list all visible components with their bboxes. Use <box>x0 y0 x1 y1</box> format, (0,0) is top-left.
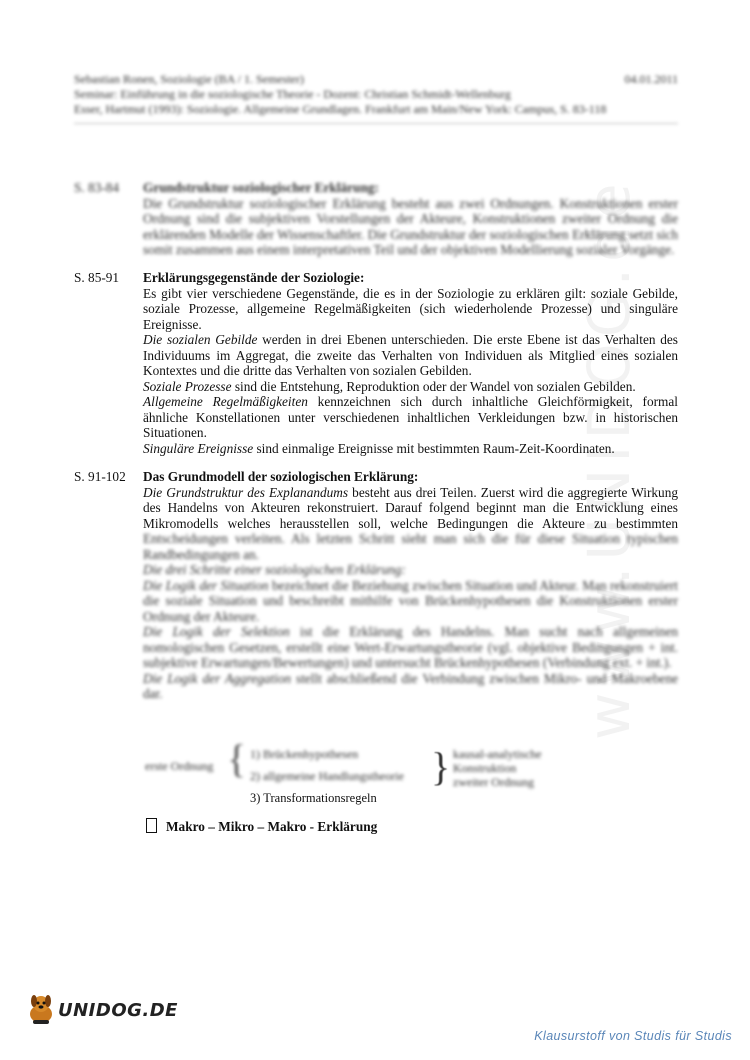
term: Singuläre Ereignisse <box>143 440 254 456</box>
header-author-line: Sebastian Ronen, Soziologie (BA / 1. Semester) <box>74 72 304 86</box>
term: Die sozialen Gebilde <box>143 332 258 347</box>
header-date: 04.01.2011 <box>624 72 678 86</box>
diagram-left-label: erste Ordnung <box>145 759 214 773</box>
paragraph: Die Grundstruktur des Explanandums besteht aus drei Teilen. Zuerst wird die aggregierte Wirkung des Handelns von Akteuren rekonstruiert. Darauf folgend beginnt man die Entwicklung eines Mikromodells welches herausstellen soll, welche Bedingungen die Akteure zu bestimmten Entscheidungen verleiten. Als letzten Schritt sieht man sich die für diese Situation typischen Randbedingungen an. <box>143 484 678 562</box>
header-source-line: Esser, Hartmut (1993): Soziologie. Allgemeine Grundlagen. Frankfurt am Main/New York: Campus, S. 83-118 <box>74 102 607 116</box>
header-divider <box>74 123 678 124</box>
section-title: Erklärungsgegenstände der Soziologie: <box>143 270 365 285</box>
diagram-item: 3) Transformationsregeln <box>250 791 377 805</box>
paragraph: Singuläre Ereignisse sind einmalige Ereignisse mit bestimmten Raum-Zeit-Koordinaten. <box>143 440 615 456</box>
logo-text: UNIDOG.DE <box>58 1000 178 1021</box>
page-reference: S. 83-84 <box>74 180 120 195</box>
paragraph: Die Grundstruktur soziologischer Erklärung besteht aus zwei Ordnungen. Konstruktionen erster Ordnung sind die subjektiven Vorstellungen der Akteure, Konstruktionen zweiter Ordnung die erklärenden Modelle der Wissenschaftler. Die Grundstruktur der soziologischen Erklärung setzt sich somit zusammen aus einem interpretativen Teil und der objektiven Modellierung sozialer Vorgänge. <box>143 195 678 257</box>
paragraph: Die drei Schritte einer soziologischen Erklärung: <box>143 562 406 577</box>
document-header <box>74 72 678 117</box>
term: Die Logik der Aggregation <box>143 670 292 686</box>
diagram-right-label: kausal-analytische Konstruktion zweiter Ordnung <box>453 747 542 789</box>
term: Die Logik der Situation <box>143 577 269 593</box>
header-seminar-line: Seminar: Einführung in die soziologische Theorie - Dozent: Christian Schmidt-Wellenburg <box>74 87 511 101</box>
paragraph: Allgemeine Regelmäßigkeiten kennzeichnen sich durch inhaltliche Gleichförmigkeit, formal ähnliche Konstellationen unter verschiedenen inhaltlichen Verkleidungen bzw. in historischen Situationen. <box>143 394 678 440</box>
watermark: www.UNIDOG.de <box>575 177 643 740</box>
right-brace-icon: } <box>431 744 451 789</box>
paragraph: Die Logik der Situation bezeichnet die Beziehung zwischen Situation und Akteur. Man rekonstruiert die soziale Situation und beschreibt mithilfe von Brückenhypothesen die Konstruktionen erster Ordnung der Akteure. <box>143 577 678 624</box>
paragraph: Die Logik der Selektion ist die Erklärung des Handelns. Man sucht nach allgemeinen nomologischen Gesetzen, erstellt eine Wert-Erwartungstheorie (vgl. objektive Bedingungen + int. subjektive Erwartungen/Bewertungen) und untersucht Brückenhypothesen (Verbindung ext. + int.). <box>143 624 678 670</box>
section-title: Grundstruktur soziologischer Erklärung: <box>143 180 379 195</box>
diagram-item: 1) Brückenhypothesen <box>250 747 359 761</box>
paragraph: Die Logik der Aggregation stellt abschließend die Verbindung zwischen Mikro- und Makroebene dar. <box>143 670 678 701</box>
section-grundmodell <box>74 469 678 702</box>
makro-mikro-heading: Makro – Mikro – Makro - Erklärung <box>146 818 377 835</box>
section-grundstruktur <box>74 180 678 258</box>
term: Soziale Prozesse <box>143 378 232 394</box>
term: Allgemeine Regelmäßigkeiten <box>143 394 308 409</box>
term: Die Logik der Selektion <box>143 624 290 639</box>
blurred-text: Entscheidungen verleiten. Als letzten Schritt sieht man sich die für diese Situation typischen Randbedingungen an. <box>143 531 678 562</box>
diagram-item: 2) allgemeine Handlungstheorie <box>250 769 404 783</box>
page-reference: S. 91-102 <box>74 469 126 484</box>
left-brace-icon: { <box>227 736 247 781</box>
paragraph: Soziale Prozesse sind die Entstehung, Reproduktion oder der Wandel von sozialen Gebilden. <box>143 378 636 394</box>
term: Die Grundstruktur des Explanandums <box>143 484 349 500</box>
dog-icon <box>24 992 58 1026</box>
page-reference: S. 85-91 <box>74 270 120 285</box>
section-title: Das Grundmodell der soziologischen Erklärung: <box>143 469 419 484</box>
section-erklaerungsgegenstaende <box>74 270 678 456</box>
paragraph: Es gibt vier verschiedene Gegenstände, die es in der Soziologie zu erklären gilt: soziale Gebilde, soziale Prozesse, allgemeine Regelmäßigkeiten (sich wiederholende Prozesse) und singuläre Ereignisse. <box>143 285 678 332</box>
unidog-logo[interactable] <box>24 992 178 1030</box>
paragraph: Die sozialen Gebilde werden in drei Ebenen unterschieden. Die erste Ebene ist das Verhalten des Individuums im Aggregat, die zweite das Verhalten von Individuen als Mitglied eines sozialen Kontextes und die dritte das Verhalten von sozialen Gebilden. <box>143 332 678 378</box>
box-symbol-icon <box>146 818 157 833</box>
footer-slogan: Klausurstoff von Studis für Studis <box>534 1029 732 1043</box>
explanation-diagram <box>145 736 605 815</box>
